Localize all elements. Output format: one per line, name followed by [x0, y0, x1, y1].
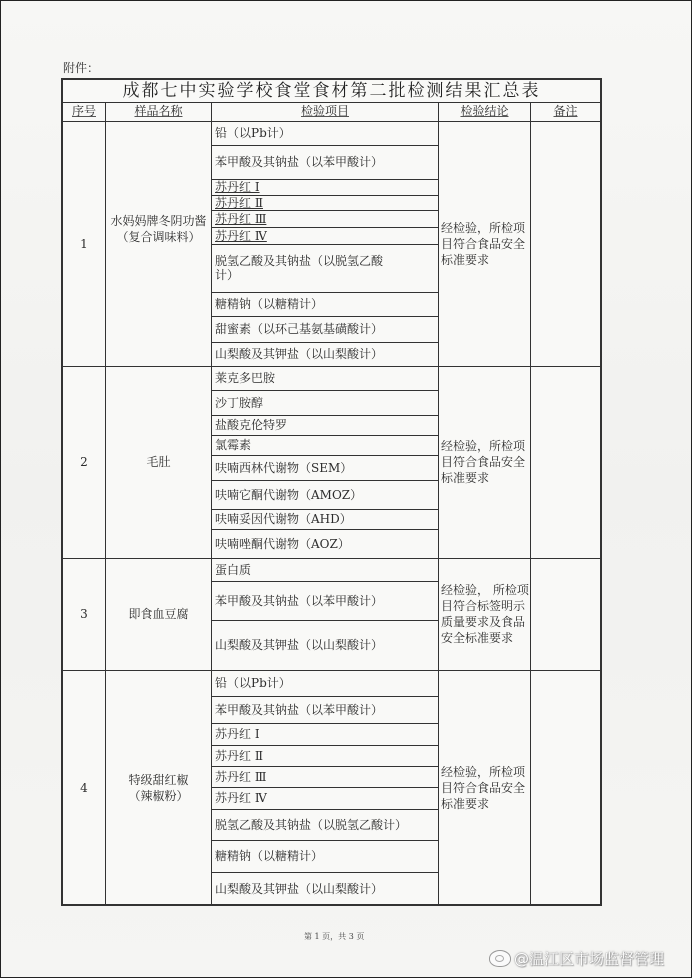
group-4-remarks — [531, 670, 600, 906]
test-item: 苏丹红 Ⅰ — [215, 180, 260, 194]
attachment-label: 附件： — [63, 61, 100, 75]
test-item: 铅（以Pb计） — [215, 676, 291, 690]
test-item: 盐酸克伦特罗 — [215, 418, 288, 432]
header-conclusion: 检验结论 — [439, 102, 531, 121]
test-item: 苏丹红 Ⅱ — [215, 748, 263, 763]
test-item: 糖精钠（以糖精计） — [215, 297, 324, 311]
test-item: 呋喃西林代谢物（SEM） — [215, 460, 353, 475]
test-item: 沙丁胺醇 — [215, 395, 264, 410]
watermark — [489, 948, 664, 969]
group-2-seq: 2 — [80, 455, 88, 469]
test-item: 脱氢乙酸及其钠盐（以脱氢乙酸计） — [215, 817, 408, 832]
table-header-row — [63, 102, 600, 122]
group-1-conclusion: 经检验，所检项目符合食品安全标准要求 — [441, 220, 526, 267]
group-4-conclusion: 经检验，所检项目符合食品安全标准要求 — [441, 765, 526, 811]
group-3-remarks — [531, 558, 600, 670]
test-item: 氯霉素 — [215, 438, 252, 452]
sample-name-text: 水妈妈牌冬阴功酱（复合调味料） — [110, 213, 207, 244]
group-3-seq: 3 — [80, 607, 88, 621]
test-item: 苏丹红 Ⅳ — [215, 791, 267, 805]
test-item: 苏丹红 Ⅱ — [215, 195, 263, 210]
group-3-sample-name: 即食血豆腐 — [128, 607, 189, 621]
test-item: 苯甲酸及其钠盐（以苯甲酸计） — [215, 702, 384, 717]
test-item: 山梨酸及其钾盐（以山梨酸计） — [215, 347, 384, 361]
group-2-sample-name: 毛肚 — [146, 455, 171, 469]
group-4-seq: 4 — [80, 781, 88, 795]
group-1-remarks — [531, 121, 600, 366]
test-item: 苯甲酸及其钠盐（以苯甲酸计） — [215, 155, 384, 169]
table-title: 成都七中实验学校食堂食材第二批检测结果汇总表 — [63, 80, 600, 103]
test-item: 脱氢乙酸及其钠盐（以脱氢乙酸计） — [215, 254, 384, 282]
header-seq: 序号 — [63, 102, 106, 121]
test-item: 甜蜜素（以环己基氨基磺酸计） — [215, 322, 384, 336]
test-item: 山梨酸及其钾盐（以山梨酸计） — [215, 638, 384, 652]
weibo-icon — [489, 950, 511, 967]
results-table — [61, 78, 602, 906]
header-sample-name: 样品名称 — [106, 102, 212, 121]
test-item: 呋喃妥因代谢物（AHD） — [215, 512, 352, 526]
document-page — [1, 1, 691, 977]
test-item: 蛋白质 — [215, 562, 252, 577]
header-test-items: 检验项目 — [212, 102, 439, 121]
test-item: 苏丹红 Ⅲ — [215, 211, 267, 226]
test-item: 苏丹红 Ⅳ — [215, 228, 267, 243]
group-1-seq: 1 — [80, 236, 88, 251]
watermark-text: @温江区市场监督管理 — [514, 950, 665, 968]
header-remarks: 备注 — [553, 104, 578, 118]
test-item: 山梨酸及其钾盐（以山梨酸计） — [215, 882, 384, 896]
group-1-sample-name — [106, 121, 211, 366]
test-item: 呋喃唑酮代谢物（AOZ） — [215, 536, 350, 551]
test-item: 呋喃它酮代谢物（AMOZ） — [215, 487, 363, 502]
test-item: 糖精钠（以糖精计） — [215, 849, 324, 863]
test-item: 莱克多巴胺 — [215, 371, 276, 385]
group-4-sample-name: 特级甜红椒（辣椒粉） — [128, 773, 189, 803]
group-2-conclusion: 经检验，所检项目符合食品安全标准要求 — [441, 439, 526, 485]
group-2-remarks — [531, 366, 600, 558]
page-number: 第 1 页，共 3 页 — [304, 932, 365, 941]
test-item: 苏丹红 Ⅲ — [215, 769, 267, 784]
test-item: 苏丹红 Ⅰ — [215, 727, 260, 741]
test-item: 铅（以Pb计） — [215, 126, 291, 140]
test-item: 苯甲酸及其钠盐（以苯甲酸计） — [215, 593, 384, 608]
group-3-conclusion: 经检验， 所检项目符合标签明示质量要求及食品安全标准要求 — [441, 583, 529, 645]
